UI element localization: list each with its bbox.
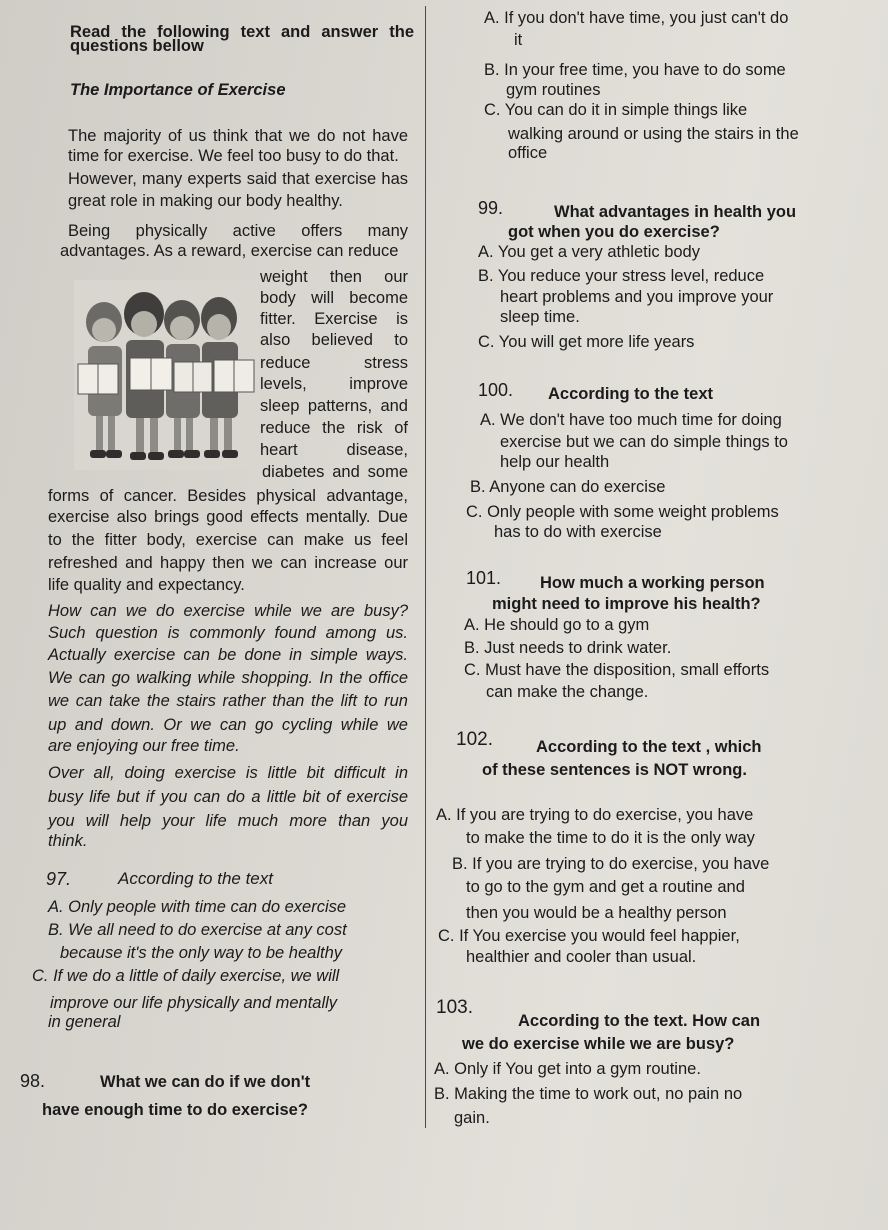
q101-option: can make the change. [486,683,649,701]
q100-option: help our health [500,453,610,471]
q99-number: 99. [478,198,504,218]
passage-line: life quality and expectancy. [48,576,245,594]
q97-option: improve our life physically and mentally [50,994,338,1012]
q101-text-2: might need to improve his health? [492,595,761,613]
q100-option: exercise but we can do simple things to [500,433,788,451]
q97-number: 97. [46,869,72,889]
passage-line: sleep patterns, and [260,397,408,415]
q100-number: 100. [478,380,514,400]
q99-option: B. You reduce your stress level, reduce [478,267,765,285]
q98-option: walking around or using the stairs in the [508,125,799,143]
passage-line: busy life but if you can do a little bit of exercise [48,788,408,806]
passage-line: we can take the stairs rather than the lift to run [48,692,408,710]
q101-text: How much a working person [540,574,765,592]
q100-option: A. We don't have too much time for doing [480,411,782,429]
q97-option: in general [48,1013,121,1031]
q102-option: C. If You exercise you would feel happier, [438,927,740,945]
q103-number: 103. [436,997,473,1018]
passage-line: How can we do exercise while we are busy? [48,602,408,620]
passage-line: are enjoying our free time. [48,737,240,755]
q102-option: then you would be a healthy person [466,904,727,922]
q99-option: heart problems and you improve your [500,288,774,306]
q102-option: healthier and cooler than usual. [466,948,697,966]
q99-text-2: got when you do exercise? [508,223,720,241]
q103-option: B. Making the time to work out, no pain no [434,1085,743,1103]
q98-text: What we can do if we don't [100,1073,311,1091]
passage-line: up and down. Or we can go cycling while we [48,716,408,734]
q101-number: 101. [466,568,502,588]
passage-line: also believed to [260,331,408,349]
q98-option: A. If you don't have time, you just can't do [484,9,789,27]
q98-text-2: have enough time to do exercise? [42,1101,308,1119]
passage-line: refreshed and happy then we can increase our [48,554,408,572]
passage-line: However, many experts said that exercise has [68,170,408,188]
passage-line: diabetes and some [262,463,408,481]
q101-option: A. He should go to a gym [464,616,650,634]
passage-line: time for exercise. We feel too busy to do that. [68,147,399,165]
q101-option: C. Must have the disposition, small efforts [464,661,770,679]
q102-option: to make the time to do it is the only way [466,829,755,847]
q102-option: B. If you are trying to do exercise, you have [452,855,770,873]
q102-text: According to the text , which [536,738,762,756]
q97-option: B. We all need to do exercise at any cost [48,921,347,939]
q99-option: sleep time. [500,308,580,326]
passage-line: We can go walking while shopping. In the office [48,669,408,687]
q99-option: C. You will get more life years [478,333,695,351]
passage-line: levels, improve [260,375,408,393]
passage-line: great role in making our body healthy. [68,192,343,210]
q98-option: it [514,31,523,49]
q103-text: According to the text. How can [518,1012,761,1030]
q98-option: B. In your free time, you have to do some [484,61,786,79]
q99-option: A. You get a very athletic body [478,243,700,261]
passage-line: think. [48,832,88,850]
q102-text-2: of these sentences is NOT wrong. [482,761,747,779]
q98-option: gym routines [506,81,601,99]
q98-option: office [508,144,548,162]
passage-line: reduce the risk of [260,419,408,437]
q97-option: A. Only people with time can do exercise [48,898,347,916]
q100-option: B. Anyone can do exercise [470,478,666,496]
passage-line: you will help your life much more than you [48,812,408,830]
passage-line: The majority of us think that we do not have [68,127,408,145]
passage-line: body will become [260,289,408,307]
q97-option: because it's the only way to be healthy [60,944,342,962]
instructions-line-1: Read the following text and answer the [70,23,414,41]
q103-option: A. Only if You get into a gym routine. [434,1060,701,1078]
q103-text-2: we do exercise while we are busy? [462,1035,735,1053]
passage-line: Being physically active offers many [68,222,408,240]
q99-text: What advantages in health you [554,203,797,221]
q97-text: According to the text [118,869,273,888]
q98-option: C. You can do it in simple things like [484,101,748,119]
passage-line: heart disease, [260,441,408,459]
passage-line: advantages. As a reward, exercise can reduce [60,242,399,260]
q100-text: According to the text [548,385,714,403]
q102-option: to go to the gym and get a routine and [466,878,745,896]
passage-line: to the fitter body, exercise can make us feel [48,531,408,549]
q102-option: A. If you are trying to do exercise, you have [436,806,754,824]
q100-option: C. Only people with some weight problems [466,503,779,521]
q101-option: B. Just needs to drink water. [464,639,672,657]
q103-option: gain. [454,1109,490,1127]
passage-line: Over all, doing exercise is little bit difficult in [48,764,408,782]
children-reading-illustration [74,280,259,470]
instructions-line-2: questions bellow [70,37,204,55]
q102-number: 102. [456,729,493,750]
passage-line: forms of cancer. Besides physical advantage, [48,487,408,505]
passage-line: weight then our [260,268,408,286]
q100-option: has to do with exercise [494,523,662,541]
passage-title: The Importance of Exercise [70,81,286,99]
passage-line: Such question is commonly found among us. [48,624,408,642]
q97-option: C. If we do a little of daily exercise, we will [32,967,340,985]
passage-line: reduce stress [260,354,408,372]
passage-line: fitter. Exercise is [260,310,408,328]
column-divider [425,6,426,1128]
passage-line: exercise also brings good effects mentally. Due [48,508,408,526]
passage-line: Actually exercise can be done in simple ways. [48,646,408,664]
q98-number: 98. [20,1071,46,1091]
